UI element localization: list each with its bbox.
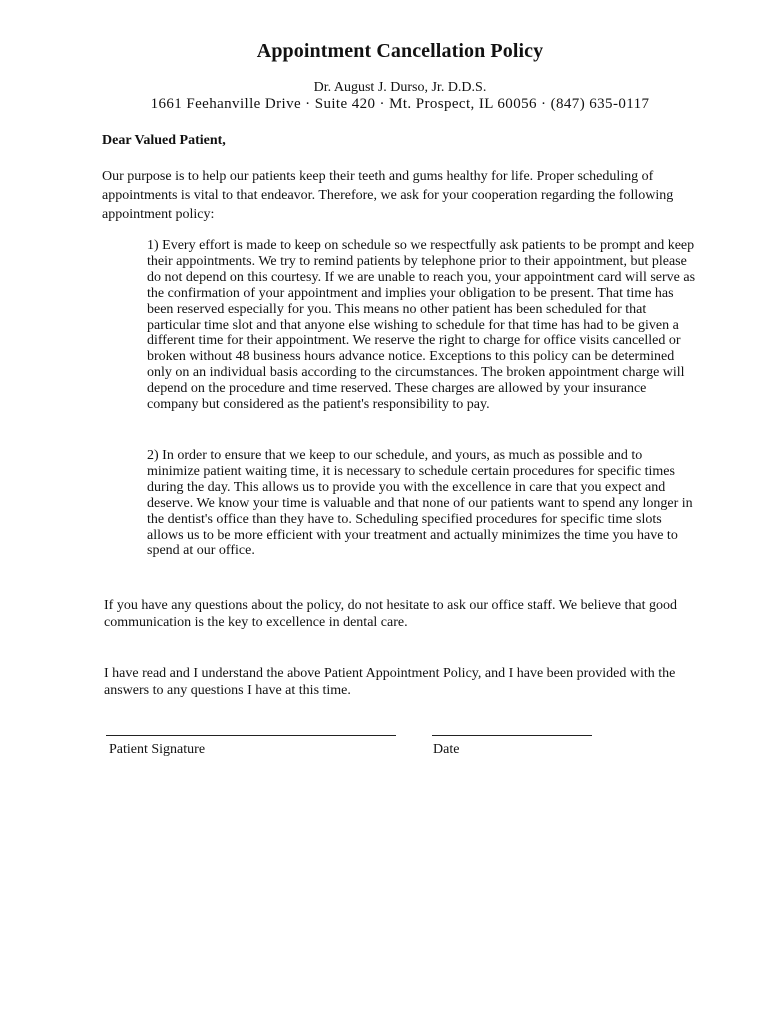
intro-paragraph: Our purpose is to help our patients keep their teeth and gums healthy for life. Proper scheduling of appointments is vital to that endeavor. Therefore, we ask for your cooperation regarding the following appointment policy: <box>102 169 674 222</box>
page-title: Appointment Cancellation Policy <box>256 40 544 62</box>
patient-signature-label: Patient Signature <box>109 742 206 757</box>
questions-paragraph: If you have any questions about the policy, do not hesitate to ask our office staff. We believe that good communication is the key to excellence in dental care. <box>104 598 677 630</box>
greeting: Dear Valued Patient, <box>102 133 226 148</box>
doctor-name: Dr. August J. Durso, Jr. D.D.S. <box>313 80 487 95</box>
patient-signature-field[interactable] <box>106 735 396 736</box>
date-field[interactable] <box>432 735 592 736</box>
policy-item-1: 1) Every effort is made to keep on schedule so we respectfully ask patients to be prompt and keep their appointments. We try to remind patients by telephone prior to their appointment, but please do not depend on this courtesy. If we are unable to reach you, your appointment card will serve as the confirmation of your appointment and implies your obligation to be present. That time has been reserved especially for you. This means no other patient has been scheduled for that particular time slot and that anyone else wishing to schedule for that time has had to be given a different time for their appointment. We reserve the right to charge for office visits cancelled or broken without 48 business hours advance notice. Exceptions to this policy can be determined only on an individual basis according to the circumstances. The broken appointment charge will depend on the procedure and time reserved. These charges are allowed by your insurance company but considered as the patient's responsibility to pay. <box>147 238 696 413</box>
date-label: Date <box>433 742 460 757</box>
policy-item-2: 2) In order to ensure that we keep to our schedule, and yours, as much as possible and to minimize patient waiting time, it is necessary to schedule certain procedures for specific times during the day. This allows us to provide you with the excellence in care that you expect and deserve. We know your time is valuable and that none of our patients want to spend any longer in the dentist's office than they have to. Scheduling specified procedures for specific time slots allows us to be more efficient with your treatment and actually minimizes the time you have to spend at our office. <box>147 448 693 559</box>
acknowledgement-paragraph: I have read and I understand the above Patient Appointment Policy, and I have been provided with the answers to any questions I have at this time. <box>104 666 676 698</box>
office-address: 1661 Feehanville Drive · Suite 420 · Mt. Prospect, IL 60056 · (847) 635-0117 <box>150 96 650 112</box>
